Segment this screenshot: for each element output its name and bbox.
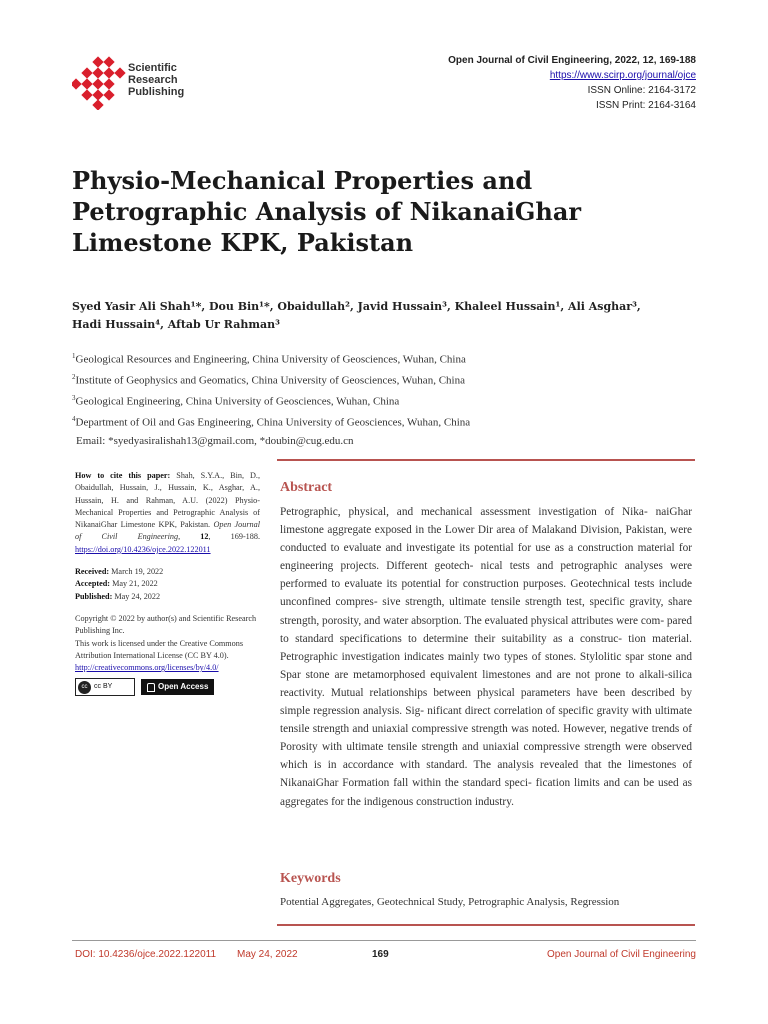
received-date: March 19, 2022 [111,567,164,577]
cc-icon: cc [78,681,91,694]
received-label: Received: [75,567,110,577]
cc-badge-label: cc BY [94,683,113,691]
open-access-label: Open Access [158,682,209,692]
email-line: Email: *syedyasiralishah13@gmail.com, *doubin@cug.edu.cn [76,434,354,447]
license-link[interactable]: http://creativecommons.org/licenses/by/4.0/ [75,663,219,673]
published-date: May 24, 2022 [114,591,161,601]
cite-pages: , 169-188. [208,532,261,542]
affiliation [72,348,692,369]
affiliation-number: 2 [72,373,76,382]
publisher-name [128,62,184,98]
journal-url-link[interactable]: https://www.scirp.org/journal/ojce [549,70,696,81]
issn-print: ISSN Print: 2164-3164 [595,100,696,111]
affiliation-text: Geological Resources and Engineering, China University of Geosciences, Wuhan, China [75,353,466,366]
footer-date: May 24, 2022 [237,949,298,960]
affiliation-number: 1 [72,352,76,360]
journal-citation: Open Journal of Civil Engineering, 2022, 12, 169-188 [448,55,696,66]
journal-header [448,53,696,113]
lock-icon [147,683,155,692]
cc-by-badge[interactable] [75,678,135,696]
affiliation [72,369,692,390]
dates-block [75,566,260,603]
publisher-name-line: Scientific [128,62,177,74]
affiliation-number: 3 [72,394,76,403]
affiliation [72,411,692,432]
doi-link[interactable]: https://doi.org/10.4236/ojce.2022.122011 [75,544,211,554]
accepted-label: Accepted: [75,579,111,589]
article-info-sidebar [75,470,260,706]
footer-rule [72,940,696,941]
accepted-date: May 21, 2022 [112,579,158,589]
cite-text: Shah, S.Y.A., Bin, D., Obaidullah, Hussain, J., Hussain, K., Asghar, A., Hussain, H. and Rahman, A.U. (2022) Physio-Mechanical Properties and Petrographic Analysis of NikanaiGhar Limestone KPK, Pakistan. [75,471,261,530]
authors-line: Syed Yasir Ali Shah¹*, Dou Bin¹*, Obaidullah², Javid Hussain³, Khaleel Hussain¹, Ali Asghar³, [72,300,641,313]
copyright-line: Copyright © 2022 by author(s) and Scientific Research Publishing Inc. [75,613,257,636]
author-list [72,298,692,334]
footer-journal: Open Journal of Civil Engineering [547,949,696,960]
keywords-heading: Keywords [280,871,341,886]
license-text: This work is licensed under the Creative Commons Attribution International License (CC BY 4.0). [75,638,244,660]
section-divider [277,924,695,926]
issn-online: ISSN Online: 2164-3172 [587,85,696,96]
affiliation-text: Geological Engineering, China University of Geosciences, Wuhan, China [75,395,400,408]
affiliation-text: Institute of Geophysics and Geomatics, China University of Geosciences, Wuhan, China [75,374,465,387]
publisher-name-line: Publishing [128,86,185,98]
affiliation-number: 4 [72,415,76,424]
abstract-text: Petrographic, physical, and mechanical assessment investigation of Nika- naiGhar limestone aggregate exposed in the Lower Dir area of Malakand Division, Pakistan, were conducted to evaluate and investigate its potential for use as a construction material for engineering projects. Different geotech- nical tests and petrographic analyses were performed to evaluate its potential for construction purposes. Geotechnical tests include unconfined compres- sive strength, ultimate tensile strength test, specific gravity, share strength, porosity, and water absorption. The evaluated physical attributes were com- pared to standard specifications to determine their suitability as a construc- tion material. Petrographic investigation indicates mainly two types of stones. Stylolitic spar stone and Spar stone are metamorphosed equivalent limestones and are not prone to alkali-silica reactivity. Mutual relationships between physical parameters have been described by simple regression analysis. Sig- nificant direct correlation of specific gravity with ultimate tensile strength and uniaxial compressive strength was noted. However, negative trends of Porosity with ultimate tensile strength and uniaxial compressive strength were observed which is in accordance with standard. The analysis revealed that the limestones of NikanaiGhar Formation fall within the standard speci- fication limits and can be used as aggregates for the indigenous construction industry. [280,506,692,808]
cite-journal: Open Journal of Civil Engineering [75,520,260,542]
affiliations [72,348,692,450]
citation-block: How to cite this paper: Shah, S.Y.A., Bin, D., Obaidullah, Hussain, J., Hussain, K., Asghar, A., Hussain, H. and Rahman, A.U. (2022) Physio-Mechanical Properties and Petrographic Analysis of NikanaiGhar Limestone KPK, Pakistan. Open Journal of Civil Engineering, 12, 169-188. https://doi.org/10.4236/ojce.2022.122011 [75,471,261,554]
affiliation-text: Department of Oil and Gas Engineering, China University of Geosciences, Wuhan, China [75,417,471,430]
paper-title: Physio-Mechanical Properties and Petrographic Analysis of NikanaiGhar Limestone KPK, Pakistan [72,166,582,257]
cite-label: How to cite this paper: [75,471,171,480]
section-divider [277,459,695,461]
affiliation [72,390,692,411]
page-number: 169 [372,949,389,960]
published-label: Published: [75,591,113,601]
abstract-heading: Abstract [280,480,333,495]
authors-line: Hadi Hussain⁴, Aftab Ur Rahman³ [72,318,280,331]
open-access-badge[interactable] [141,679,214,695]
footer-doi: DOI: 10.4236/ojce.2022.122011 [75,949,217,960]
publisher-name-line: Research [128,74,178,86]
keywords-text: Potential Aggregates, Geotechnical Study, Petrographic Analysis, Regression [280,896,620,908]
copyright-block [75,613,260,696]
cite-volume: 12 [200,532,209,542]
